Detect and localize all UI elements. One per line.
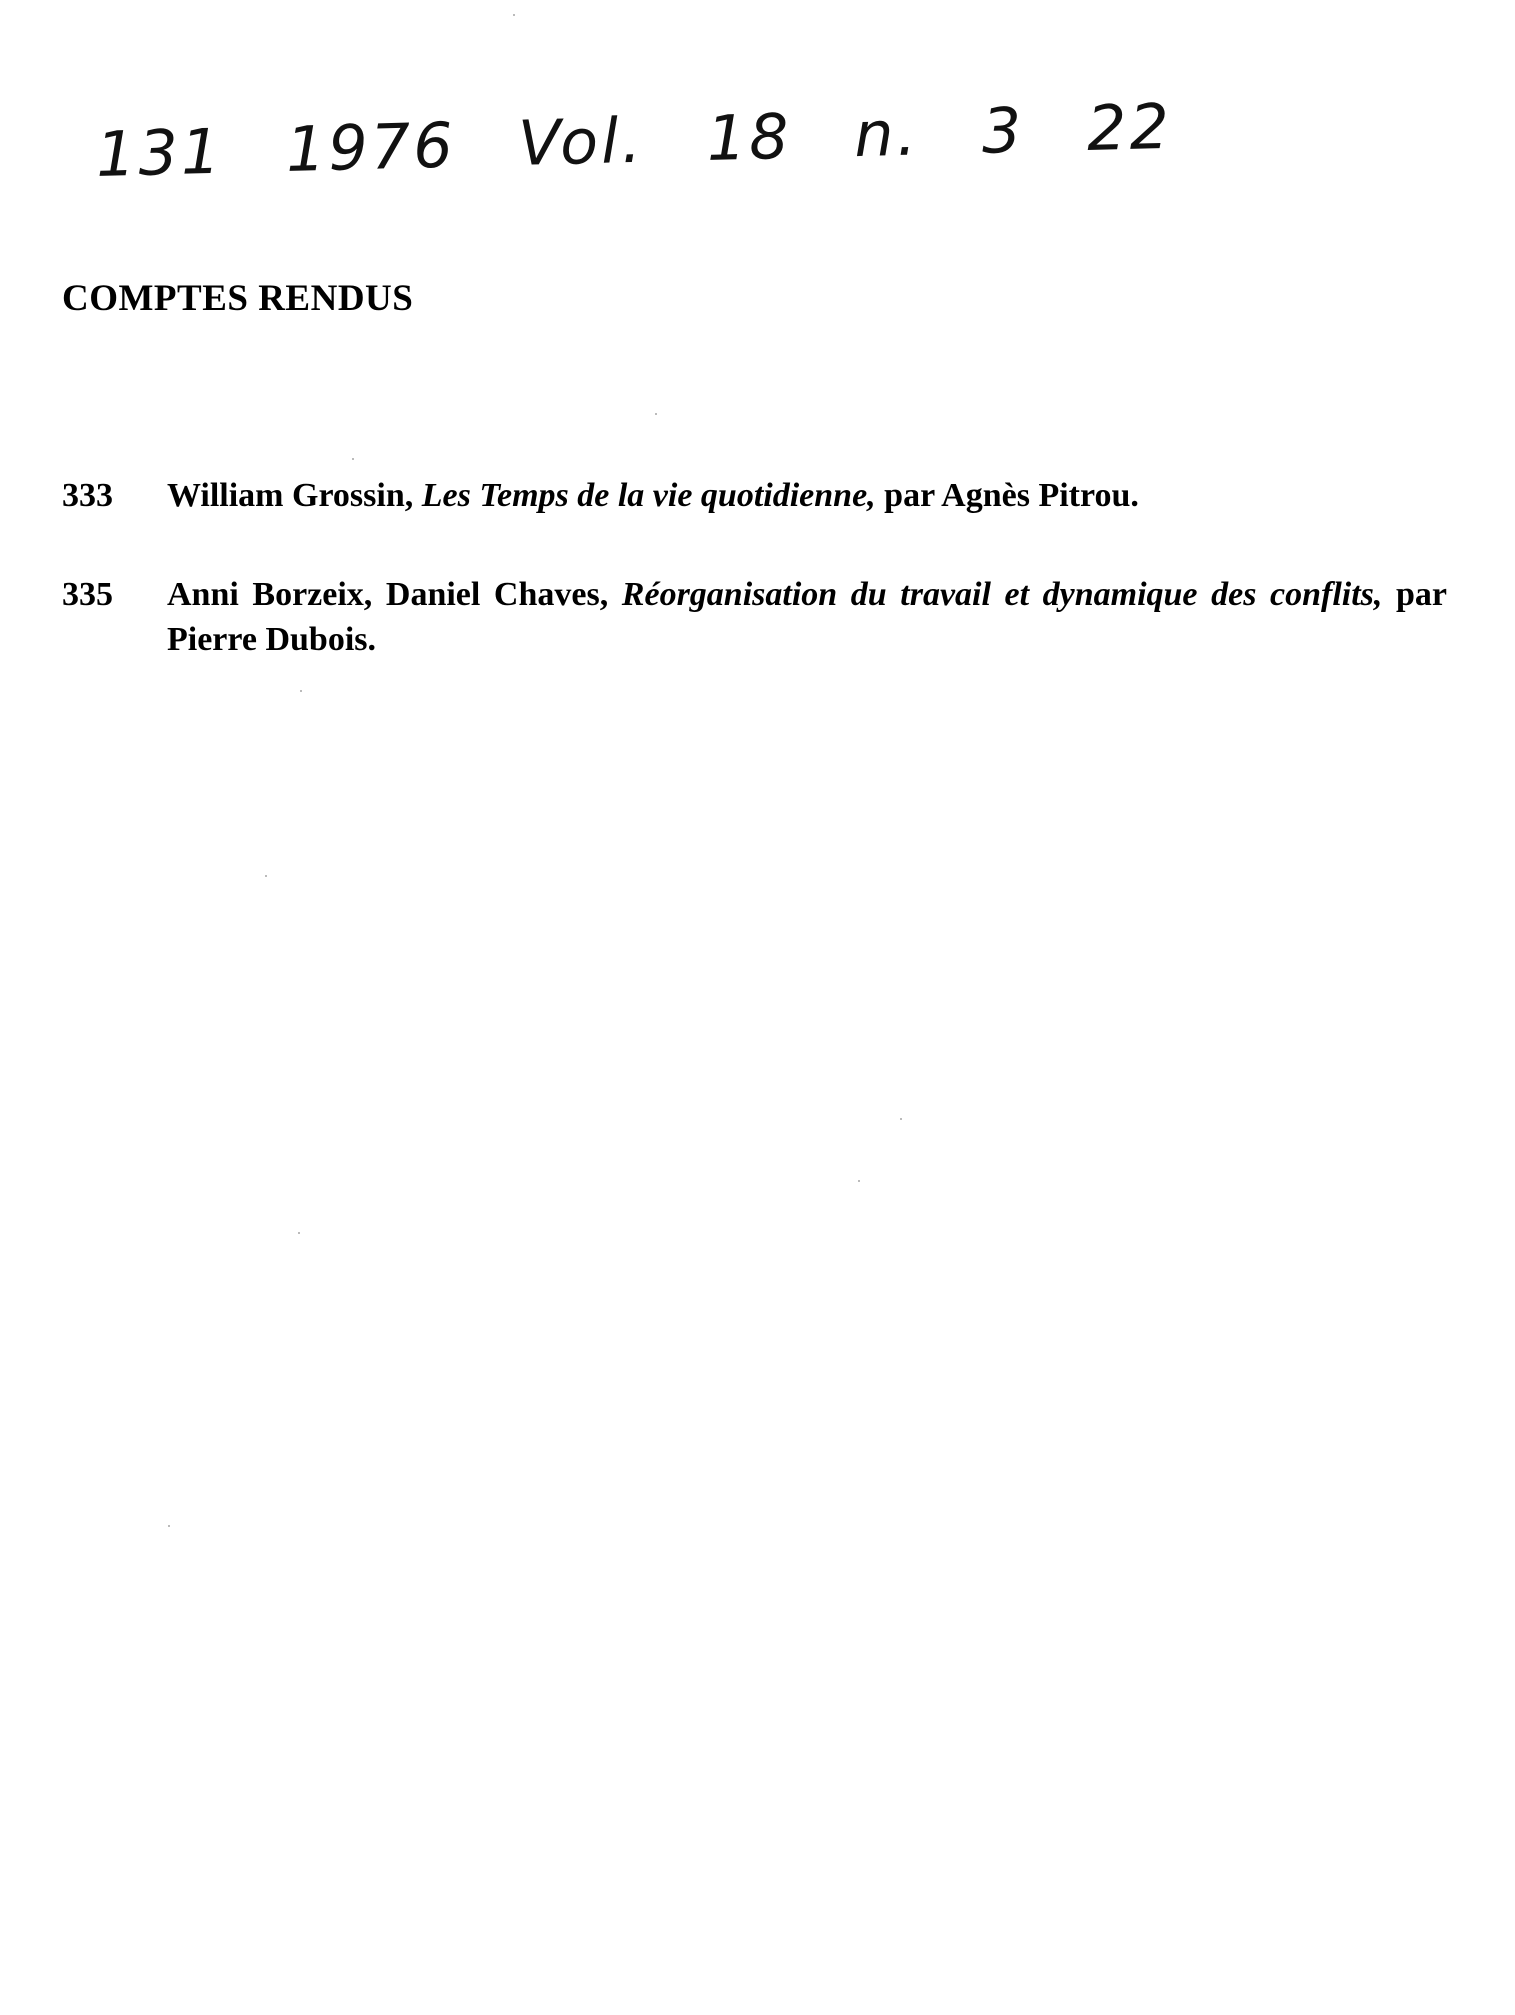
handwritten-annotation: 131 1976 Vol. 18 n. 3 22 — [95, 89, 1173, 191]
scan-speck — [298, 1232, 300, 1234]
entry-reviewer: par Pierre Dubois. — [167, 576, 1448, 658]
scan-speck — [655, 413, 657, 415]
entry-text — [167, 473, 1447, 518]
entry-title: Les Temps de la vie quotidienne, — [421, 477, 876, 514]
entry-title: Réorganisation du travail et dynamique des conflits, — [621, 576, 1383, 613]
entry-authors: William Grossin, — [167, 477, 422, 514]
scan-speck — [300, 690, 302, 692]
scan-speck — [352, 458, 354, 460]
entry-page-number: 335 — [62, 576, 113, 613]
entry-text — [167, 572, 1447, 662]
entry-page-number: 333 — [62, 477, 113, 514]
section-title: COMPTES RENDUS — [62, 278, 414, 319]
entry-authors: Anni Borzeix, Daniel Chaves, — [167, 576, 622, 613]
scan-speck — [900, 1118, 902, 1120]
entry-reviewer: par Agnès Pitrou. — [875, 477, 1139, 514]
scan-speck — [858, 1180, 860, 1182]
scan-speck — [513, 14, 515, 16]
review-entry — [62, 473, 1447, 518]
scan-speck — [265, 875, 267, 877]
review-entry — [62, 572, 1447, 662]
scan-speck — [168, 1525, 170, 1527]
